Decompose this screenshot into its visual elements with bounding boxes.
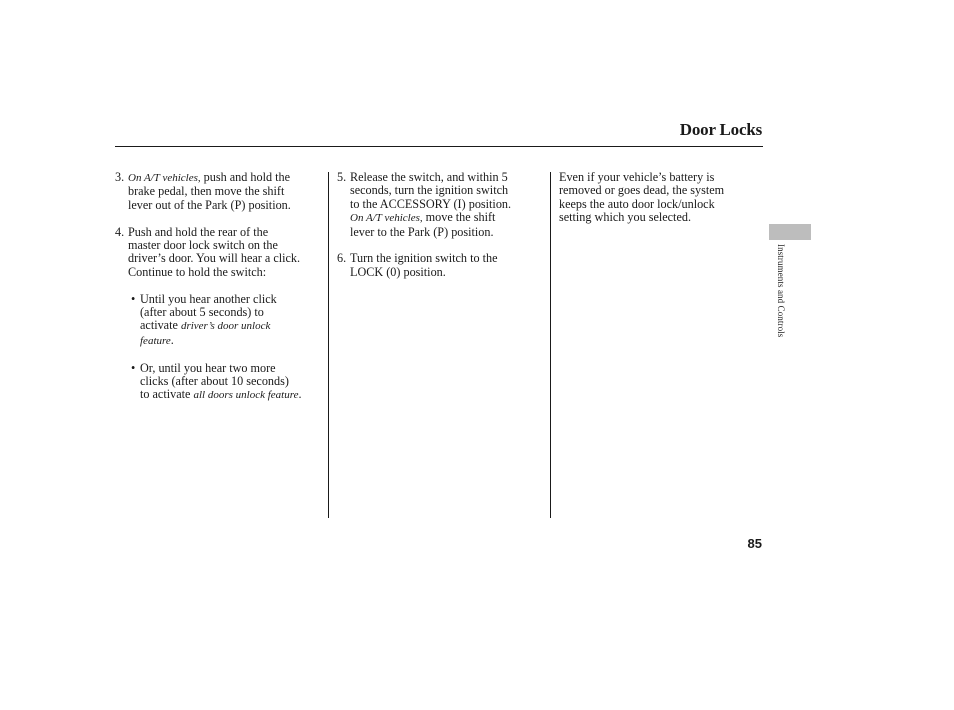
- step-line: lever to the Park (P) position.: [350, 224, 494, 239]
- step-number: 4.: [115, 224, 125, 239]
- step-text: move the shift: [422, 210, 496, 225]
- bullet-line: [140, 388, 325, 402]
- column-3: [559, 171, 759, 225]
- step-line: master door lock switch on the: [128, 238, 278, 253]
- note-line: keeps the auto door lock/unlock: [559, 196, 715, 211]
- bullet-line: [140, 334, 325, 348]
- step-line: Continue to hold the switch:: [128, 264, 267, 279]
- bullet-icon: •: [131, 360, 136, 375]
- emphasis-text: On A/T vehicles,: [350, 212, 423, 225]
- emphasis-text: all doors unlock feature: [193, 389, 299, 402]
- step-line: Turn the ignition switch to the: [350, 251, 498, 266]
- step-line: [128, 171, 325, 185]
- bullet-line: (after about 5 seconds) to: [140, 305, 264, 320]
- bullet-text: .: [170, 332, 174, 347]
- step-line: [350, 211, 543, 225]
- step-line: LOCK (0) position.: [350, 264, 446, 279]
- step-3: [115, 171, 325, 212]
- column-1: [115, 171, 325, 403]
- note-line: removed or goes dead, the system: [559, 183, 725, 198]
- step-line: brake pedal, then move the shift: [128, 184, 285, 199]
- note-line: Even if your vehicle’s battery is: [559, 170, 715, 184]
- step-line: seconds, turn the ignition switch: [350, 183, 509, 198]
- column-2: [337, 171, 543, 279]
- header-rule: [115, 146, 763, 147]
- step-line: Release the switch, and within 5: [350, 170, 508, 184]
- section-tab: [769, 224, 811, 240]
- bullet-item: [128, 293, 325, 349]
- step-line: lever out of the Park (P) position.: [128, 197, 291, 212]
- step-line: to the ACCESSORY (I) position.: [350, 196, 512, 211]
- bullet-text: activate: [140, 318, 181, 333]
- step-5: [337, 171, 543, 239]
- step-number: 6.: [337, 251, 347, 266]
- bullet-text: to activate: [140, 387, 194, 402]
- bullet-line: clicks (after about 10 seconds): [140, 374, 289, 389]
- page-number: 85: [747, 536, 762, 551]
- column-divider: [328, 172, 329, 518]
- page-title: Door Locks: [679, 120, 762, 139]
- bullet-line: [140, 319, 325, 333]
- column-divider: [550, 172, 551, 518]
- step-line: Push and hold the rear of the: [128, 224, 269, 239]
- bullet-icon: •: [131, 291, 136, 306]
- step-line: driver’s door. You will hear a click.: [128, 251, 301, 266]
- bullet-line: Until you hear another click: [140, 291, 277, 306]
- emphasis-text: feature: [140, 334, 171, 347]
- bullet-line: Or, until you hear two more: [140, 360, 276, 375]
- note-line: setting which you selected.: [559, 210, 691, 225]
- emphasis-text: On A/T vehicles,: [128, 172, 201, 184]
- step-number: 5.: [337, 170, 347, 184]
- step-4: [115, 226, 325, 280]
- step-6: [337, 252, 543, 279]
- step-text: push and hold the: [200, 170, 290, 184]
- step-number: 3.: [115, 170, 125, 184]
- emphasis-text: driver’s door unlock: [180, 320, 271, 333]
- bullet-text: .: [298, 387, 302, 402]
- bullet-item: [128, 362, 325, 403]
- section-label: Instruments and Controls: [776, 244, 786, 338]
